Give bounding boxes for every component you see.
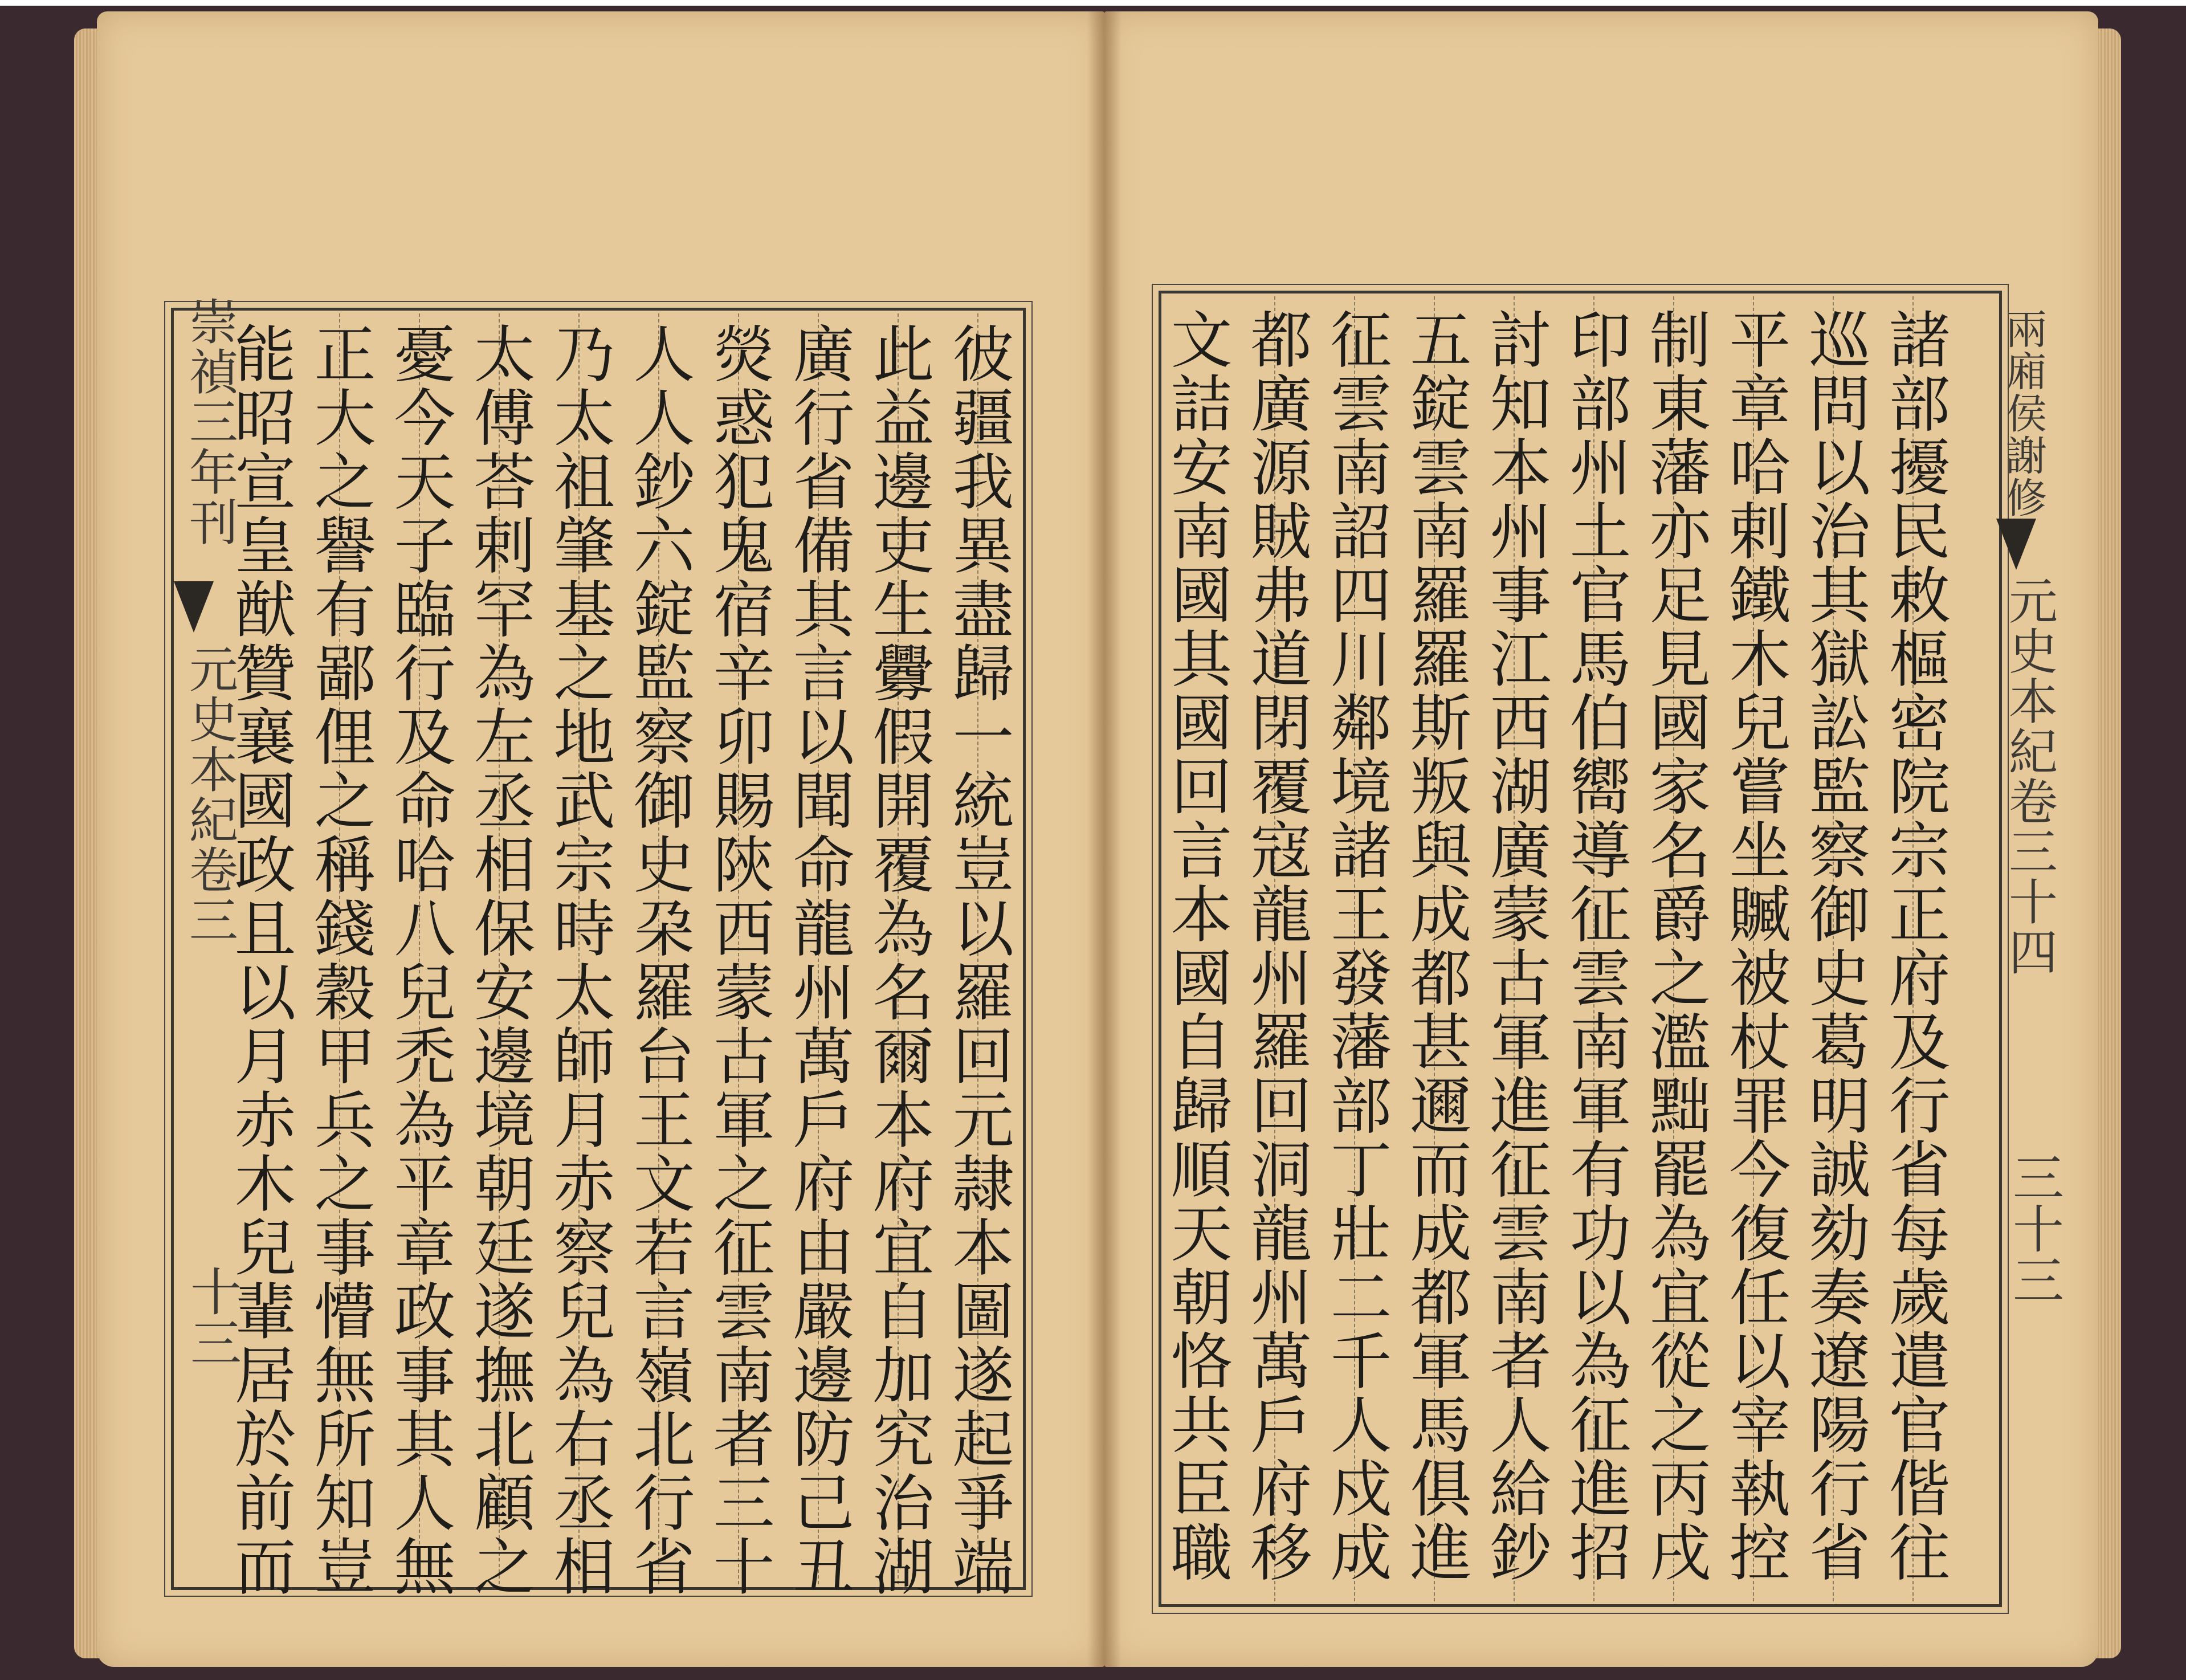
right-text-column: 諸部擾民敕樞密院宗正府及行省每歲遣官偕往 xyxy=(1878,308,1950,1584)
left-margin-label: 崇禎三年刊 xyxy=(181,296,238,547)
right-leaf-number: 三十三 xyxy=(2004,1151,2063,1305)
left-text-column: 廣行省備其言以聞命龍州萬戶府由嚴邊防己丑 xyxy=(782,322,854,1599)
left-text-column: 太傅荅剌罕為左丞相保安邊境朝廷遂撫北顧之 xyxy=(463,322,535,1599)
right-text-column: 都廣源賊弗道閉覆寇龍州羅回洞龍州萬戶府移 xyxy=(1240,308,1311,1584)
left-text-column: 正大之譽有鄙俚之稱錢穀甲兵之事懵無所知豈 xyxy=(304,322,375,1599)
right-text-column: 文詰安南國其國回言本國自歸順天朝恪共臣職 xyxy=(1160,308,1231,1584)
left-text-column: 此益邊吏生釁假開覆為名爾本府宜自加究治湖 xyxy=(862,322,933,1599)
left-margin-title: 元史本紀卷三 xyxy=(181,644,238,945)
left-page xyxy=(97,11,1104,1667)
right-text-column: 巡問以治其獄訟監察御史葛明誠劾奏遼陽行省 xyxy=(1798,308,1870,1584)
book-gutter xyxy=(1087,11,1121,1667)
left-text-column: 憂今天子臨行及命哈八兒禿為平章政事其人無 xyxy=(384,322,455,1599)
right-text-column: 討知本州事江西湖廣蒙古軍進征雲南者人給鈔 xyxy=(1479,308,1551,1584)
left-text-column: 熒惑犯鬼宿辛卯賜陝西蒙古軍之征雲南者三十 xyxy=(703,322,774,1599)
left-text-column: 乃太祖肇基之地武宗時太師月赤察兒為右丞相 xyxy=(543,322,614,1599)
right-text-column: 征雲南詔四川鄰境諸王發藩部丁壯二千人戍成 xyxy=(1320,308,1391,1584)
right-text-column: 印部州土官馬伯嚮導征雲南軍有功以為征進招 xyxy=(1559,308,1630,1584)
left-text-column: 彼疆我異盡歸一統豈以羅回元隷本圖遂起爭端 xyxy=(942,322,1013,1599)
right-text-column: 五錠雲南羅羅斯叛與成都甚邇而成都軍馬俱進 xyxy=(1400,308,1471,1584)
right-margin-title: 元史本紀卷三十四 xyxy=(2000,576,2057,977)
right-page xyxy=(1104,11,2098,1667)
left-text-column: 人人鈔六錠監察御史朶羅台王文若言嶺北行省 xyxy=(623,322,694,1599)
open-book xyxy=(97,11,2098,1667)
right-text-column: 制東藩亦足見國家名爵之濫黜罷為宜從之丙戌 xyxy=(1639,308,1710,1584)
right-text-column: 平章哈剌鐵木兒嘗坐贓被杖罪今復任以宰執控 xyxy=(1719,308,1790,1584)
fishtail-mark-icon xyxy=(1996,519,2036,570)
left-text-column: 能昭宣皇猷贊襄國政且以月赤木兒輩居於前而 xyxy=(224,322,295,1599)
left-leaf-number: 十三 xyxy=(181,1265,241,1368)
right-margin-label: 兩廂侯謝修 xyxy=(1999,308,2047,519)
